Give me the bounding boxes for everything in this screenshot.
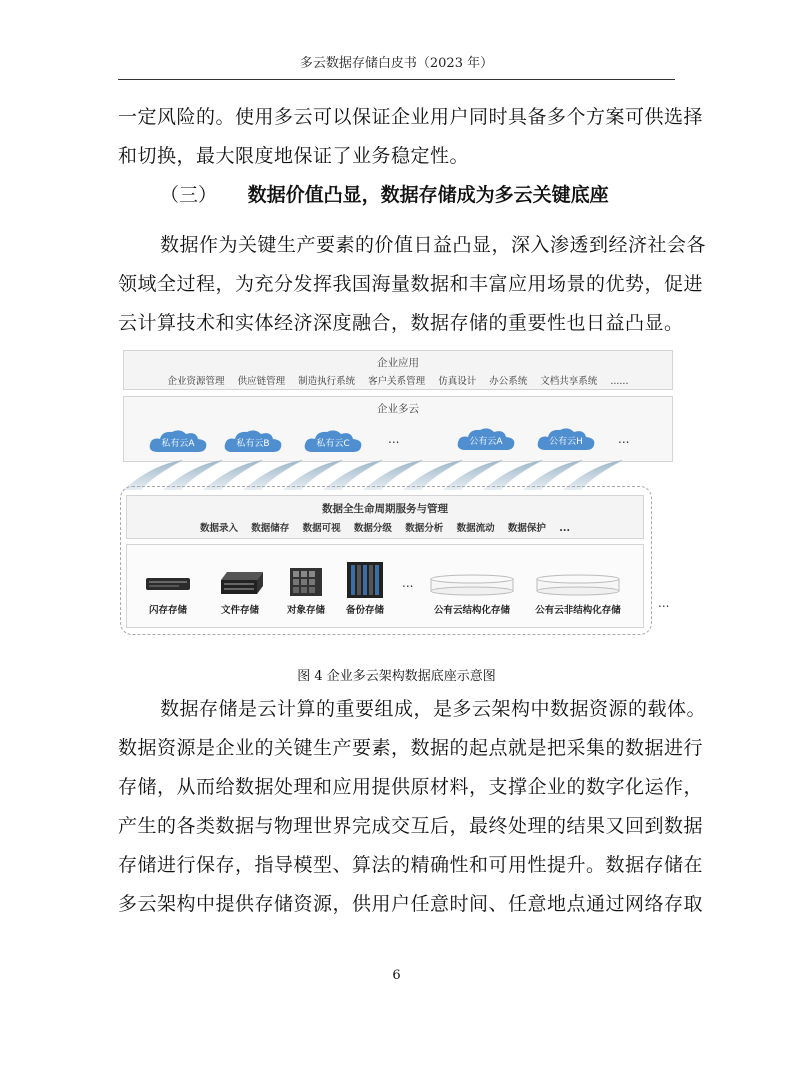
paragraph-line: 一定风险的。使用多云可以保证企业用户同时具备多个方案可供选择 <box>118 106 704 128</box>
outer-ellipsis: ... <box>658 596 670 610</box>
paragraph-line: 产生的各类数据与物理世界完成交互后，最终处理的结果又回到数据 <box>118 815 704 837</box>
enterprise-apps-box <box>123 350 673 390</box>
storage-label: 闪存存储 <box>148 605 187 616</box>
storage-label: 公有云结构化存储 <box>433 605 510 616</box>
cloud-label: 私有云C <box>316 439 350 449</box>
paragraph-line: 数据存储是云计算的重要组成，是多云架构中数据资源的载体。 <box>160 698 707 720</box>
enterprise-apps-title: 企业应用 <box>377 357 419 369</box>
section-number: （三） <box>160 184 218 206</box>
object-storage-icon <box>290 568 322 596</box>
app-item: 供应链管理 <box>237 376 286 387</box>
lifecycle-item: 数据储存 <box>251 523 290 534</box>
enterprise-apps-items <box>124 373 672 387</box>
header-rule <box>118 79 675 80</box>
lifecycle-box <box>126 495 644 539</box>
unstructured-storage-icon <box>536 574 620 596</box>
page-number: 6 <box>392 968 401 983</box>
multicloud-title: 企业多云 <box>377 403 419 415</box>
lifecycle-item: 数据保护 <box>507 523 546 534</box>
paragraph-line: 数据资源是企业的关键生产要素，数据的起点就是把采集的数据进行 <box>118 737 704 759</box>
storage-ellipsis: ... <box>402 576 414 590</box>
cloud-label: 公有云H <box>549 437 583 447</box>
lifecycle-item: 数据分级 <box>353 523 392 534</box>
lifecycle-item: 数据流动 <box>456 523 495 534</box>
paragraph-line: 存储进行保存，指导模型、算法的精确性和可用性提升。数据存储在 <box>118 854 704 876</box>
lifecycle-title: 数据全生命周期服务与管理 <box>322 503 448 515</box>
lifecycle-item: 数据分析 <box>405 523 444 534</box>
cloud-private-c <box>303 428 363 454</box>
app-item: 仿真设计 <box>438 376 477 387</box>
figure-caption: 图 4 企业多云架构数据底座示意图 <box>297 669 496 684</box>
cloud-ellipsis: ... <box>618 432 630 446</box>
app-item: 企业资源管理 <box>167 376 225 387</box>
paragraph-line: 存储，从而给数据处理和应用提供原材料，支撑企业的数字化运作， <box>118 776 704 798</box>
paragraph-line: 领域全过程，为充分发挥我国海量数据和丰富应用场景的优势，促进 <box>118 273 704 295</box>
paragraph-line: 数据作为关键生产要素的价值日益凸显，深入渗透到经济社会各 <box>160 234 707 256</box>
cloud-private-b <box>223 428 283 454</box>
cloud-public-a <box>456 426 516 452</box>
lifecycle-item: 数据可视 <box>302 523 341 534</box>
app-item: 文档共享系统 <box>540 376 598 387</box>
app-item: 客户关系管理 <box>368 376 426 387</box>
app-item: 办公系统 <box>489 376 528 387</box>
lifecycle-item: ... <box>559 523 571 534</box>
cloud-label: 私有云B <box>236 439 270 449</box>
structured-storage-icon <box>430 574 514 596</box>
paragraph-line: 和切换，最大限度地保证了业务稳定性。 <box>118 145 470 167</box>
cloud-public-h <box>536 426 596 452</box>
app-item: ...... <box>610 376 629 387</box>
storage-label: 文件存储 <box>220 605 259 616</box>
storage-label: 备份存储 <box>345 605 384 616</box>
section-heading <box>160 180 609 207</box>
lifecycle-item: 数据录入 <box>199 523 238 534</box>
paragraph-line: 云计算技术和实体经济深度融合，数据存储的重要性也日益凸显。 <box>118 312 684 334</box>
storage-label: 公有云非结构化存储 <box>535 605 621 616</box>
architecture-diagram <box>118 350 678 640</box>
flash-storage-icon <box>146 578 190 590</box>
lifecycle-items <box>127 520 643 534</box>
paragraph-line: 多云架构中提供存储资源，供用户任意时间、任意地点通过网络存取 <box>118 893 704 915</box>
cloud-label: 公有云A <box>469 437 503 447</box>
section-title: 数据价值凸显，数据存储成为多云关键底座 <box>247 184 609 206</box>
cloud-private-a <box>148 428 208 454</box>
cloud-ellipsis: ... <box>388 432 400 446</box>
backup-storage-icon <box>347 562 383 598</box>
storage-label: 对象存储 <box>286 605 325 616</box>
cloud-label: 私有云A <box>161 439 195 449</box>
page-header: 多云数据存储白皮书（2023 年） <box>299 56 494 71</box>
app-item: 制造执行系统 <box>298 376 356 387</box>
file-storage-icon <box>221 572 263 594</box>
